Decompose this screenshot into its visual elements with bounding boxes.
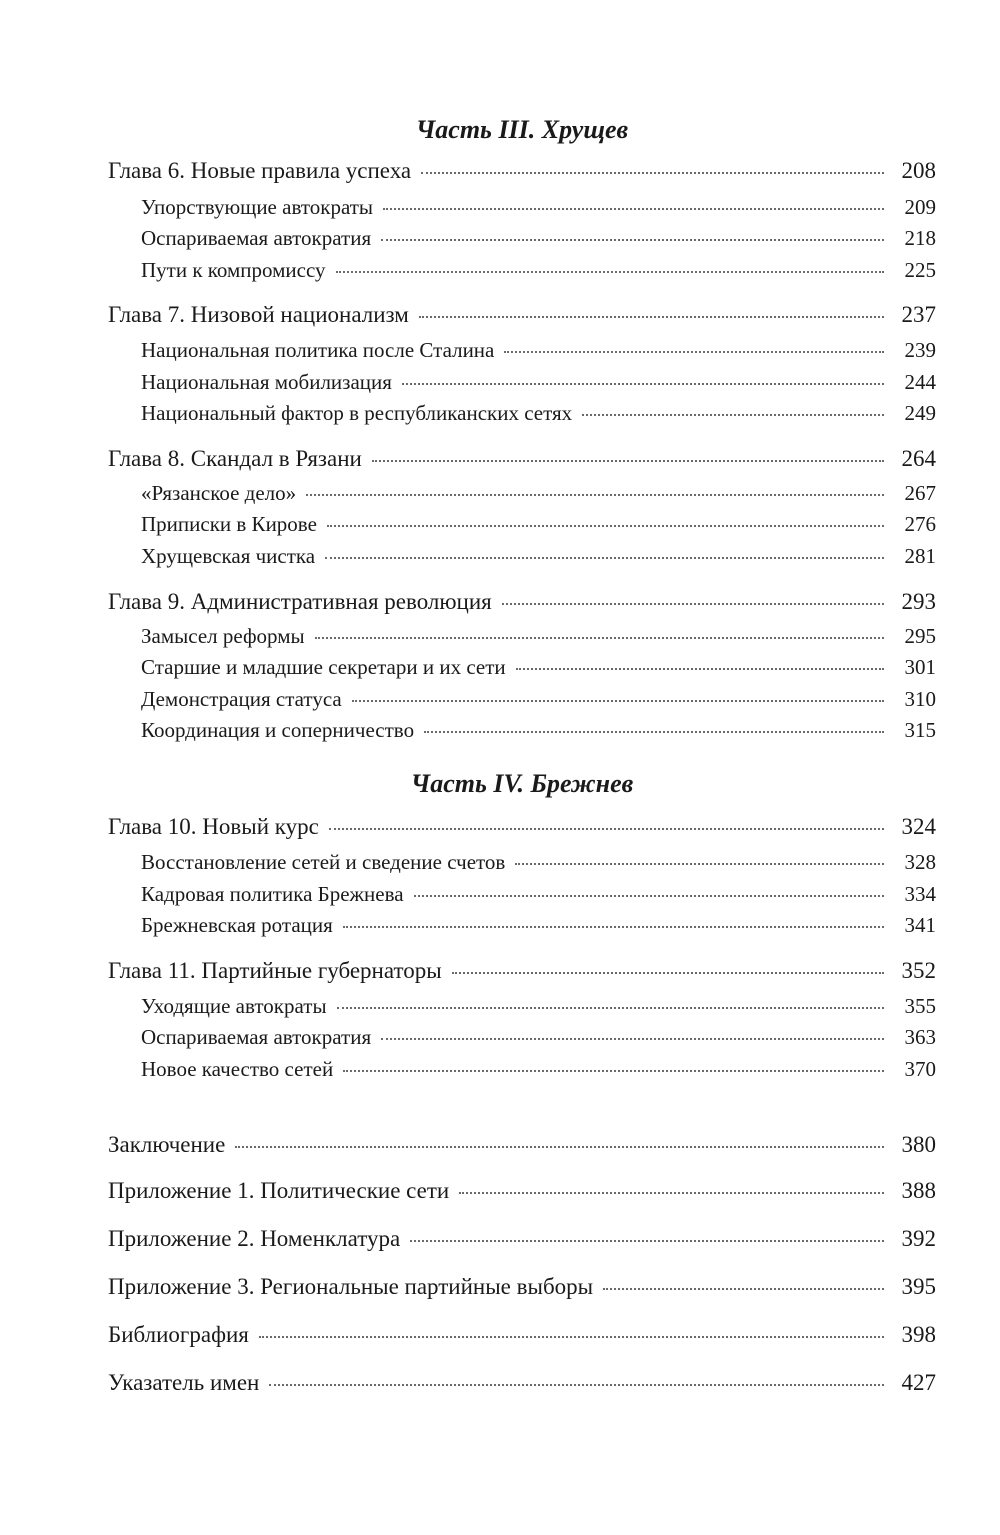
dot-leader <box>414 894 884 897</box>
dot-leader <box>516 667 884 670</box>
toc-label: Глава 11. Партийные губернаторы <box>108 958 442 983</box>
part-title: Часть III. Хрущев <box>415 115 629 144</box>
toc-label: Хрущевская чистка <box>141 544 316 568</box>
page-number: 341 <box>904 913 936 937</box>
dot-leader <box>306 493 884 496</box>
page-number: 334 <box>904 882 936 906</box>
page-number: 363 <box>904 1025 936 1049</box>
toc-section[interactable] <box>108 481 936 506</box>
toc-label: Приписки в Кирове <box>141 512 317 536</box>
toc-label: Национальная мобилизация <box>141 370 392 394</box>
toc-chapter[interactable] <box>108 302 936 328</box>
toc-label: Приложение 2. Номенклатура <box>108 1226 401 1251</box>
dot-leader <box>459 1191 884 1194</box>
toc-label: Приложение 3. Региональные партийные выборы <box>108 1274 594 1299</box>
page-number: 208 <box>901 158 936 183</box>
page-number: 239 <box>904 338 936 362</box>
toc-section[interactable] <box>108 655 936 680</box>
toc-backmatter[interactable] <box>108 1370 936 1396</box>
toc-section[interactable] <box>108 370 936 395</box>
page-number: 352 <box>901 958 936 983</box>
page-number: 310 <box>904 687 936 711</box>
page-number: 264 <box>901 446 936 471</box>
dot-leader <box>337 1006 884 1009</box>
dot-leader <box>502 602 884 605</box>
dot-leader <box>315 636 884 639</box>
toc-section[interactable] <box>108 687 936 712</box>
dot-leader <box>325 556 884 559</box>
dot-leader <box>343 925 884 928</box>
page-number: 355 <box>904 994 936 1018</box>
toc-label: Старшие и младшие секретари и их сети <box>141 655 506 679</box>
dot-leader <box>504 350 884 353</box>
toc-section[interactable] <box>108 544 936 569</box>
toc-label: Библиография <box>108 1322 249 1347</box>
page-number: 249 <box>904 401 936 425</box>
page-number: 209 <box>904 195 936 219</box>
dot-leader <box>336 270 884 273</box>
page-number: 293 <box>901 589 936 614</box>
dot-leader <box>419 315 884 318</box>
page-number: 398 <box>901 1322 936 1347</box>
toc-backmatter[interactable] <box>108 1322 936 1348</box>
dot-leader <box>327 524 884 527</box>
dot-leader <box>410 1239 884 1242</box>
toc-backmatter[interactable] <box>108 1226 936 1252</box>
page-number: 427 <box>901 1370 936 1395</box>
toc-section[interactable] <box>108 994 936 1019</box>
dot-leader <box>372 459 884 462</box>
toc-label: Национальная политика после Сталина <box>141 338 495 362</box>
toc-section[interactable] <box>108 401 936 426</box>
toc-label: Уходящие автократы <box>141 994 327 1018</box>
part-title: Часть IV. Брежнев <box>410 769 634 798</box>
page-number: 295 <box>904 624 936 648</box>
dot-leader <box>352 699 884 702</box>
dot-leader <box>424 730 884 733</box>
page-number: 324 <box>901 814 936 839</box>
page-number: 328 <box>904 850 936 874</box>
page-number: 244 <box>904 370 936 394</box>
page-number: 225 <box>904 258 936 282</box>
dot-leader <box>259 1335 884 1338</box>
toc-label: Национальный фактор в республиканских сетях <box>141 401 573 425</box>
toc-section[interactable] <box>108 1057 936 1082</box>
toc-label: Пути к компромиссу <box>141 258 326 282</box>
dot-leader <box>582 413 884 416</box>
dot-leader <box>381 238 884 241</box>
page-number: 301 <box>904 655 936 679</box>
toc-section[interactable] <box>108 882 936 907</box>
toc-label: Координация и соперничество <box>141 718 415 742</box>
toc-label: Демонстрация статуса <box>141 687 342 711</box>
page-number: 370 <box>904 1057 936 1081</box>
toc-label: Глава 6. Новые правила успеха <box>108 158 412 183</box>
toc-label: Оспариваемая автократия <box>141 226 372 250</box>
dot-leader <box>329 827 884 830</box>
page-number: 380 <box>901 1132 936 1157</box>
toc-backmatter[interactable] <box>108 1178 936 1204</box>
toc-label: Брежневская ротация <box>141 913 333 937</box>
toc-chapter[interactable] <box>108 958 936 984</box>
toc-chapter[interactable] <box>108 589 936 615</box>
dot-leader <box>269 1383 884 1386</box>
toc-label: Приложение 1. Политические сети <box>108 1178 450 1203</box>
toc-label: Глава 10. Новый курс <box>108 814 319 839</box>
toc-label: Замысел реформы <box>141 624 305 648</box>
dot-leader <box>402 382 884 385</box>
toc-chapter[interactable] <box>108 814 936 840</box>
toc-section[interactable] <box>108 338 936 363</box>
toc-section[interactable] <box>108 1025 936 1050</box>
toc-section[interactable] <box>108 226 936 251</box>
toc-label: Кадровая политика Брежнева <box>141 882 404 906</box>
page-number: 267 <box>904 481 936 505</box>
dot-leader <box>343 1069 884 1072</box>
toc-chapter[interactable] <box>108 158 936 184</box>
toc-label: Указатель имен <box>108 1370 260 1395</box>
dot-leader <box>421 171 884 174</box>
toc-label: Глава 9. Административная революция <box>108 589 492 614</box>
dot-leader <box>381 1037 884 1040</box>
page-number: 315 <box>904 718 936 742</box>
toc-section[interactable] <box>108 718 936 743</box>
page-number: 388 <box>901 1178 936 1203</box>
toc-backmatter[interactable] <box>108 1132 936 1158</box>
dot-leader <box>515 862 884 865</box>
dot-leader <box>452 971 884 974</box>
page-number: 218 <box>904 226 936 250</box>
toc-section[interactable] <box>108 913 936 938</box>
page-number: 395 <box>901 1274 936 1299</box>
toc-label: Глава 7. Низовой национализм <box>108 302 409 327</box>
toc-section[interactable] <box>108 258 936 283</box>
toc-section[interactable] <box>108 850 936 875</box>
page-number: 276 <box>904 512 936 536</box>
toc-section[interactable] <box>108 195 936 220</box>
page-number: 281 <box>904 544 936 568</box>
toc-chapter[interactable] <box>108 446 936 472</box>
toc-label: «Рязанское дело» <box>141 481 297 505</box>
page-number: 392 <box>901 1226 936 1251</box>
toc-label: Восстановление сетей и сведение счетов <box>141 850 506 874</box>
page-number: 237 <box>901 302 936 327</box>
toc-label: Оспариваемая автократия <box>141 1025 372 1049</box>
toc-label: Новое качество сетей <box>141 1057 334 1081</box>
toc-section[interactable] <box>108 512 936 537</box>
dot-leader <box>383 207 884 210</box>
toc-label: Заключение <box>108 1132 226 1157</box>
dot-leader <box>603 1287 884 1290</box>
toc-backmatter[interactable] <box>108 1274 936 1300</box>
toc-label: Глава 8. Скандал в Рязани <box>108 446 362 471</box>
dot-leader <box>235 1145 884 1148</box>
toc-section[interactable] <box>108 624 936 649</box>
toc-label: Упорствующие автократы <box>141 195 374 219</box>
toc-page <box>108 0 936 1535</box>
